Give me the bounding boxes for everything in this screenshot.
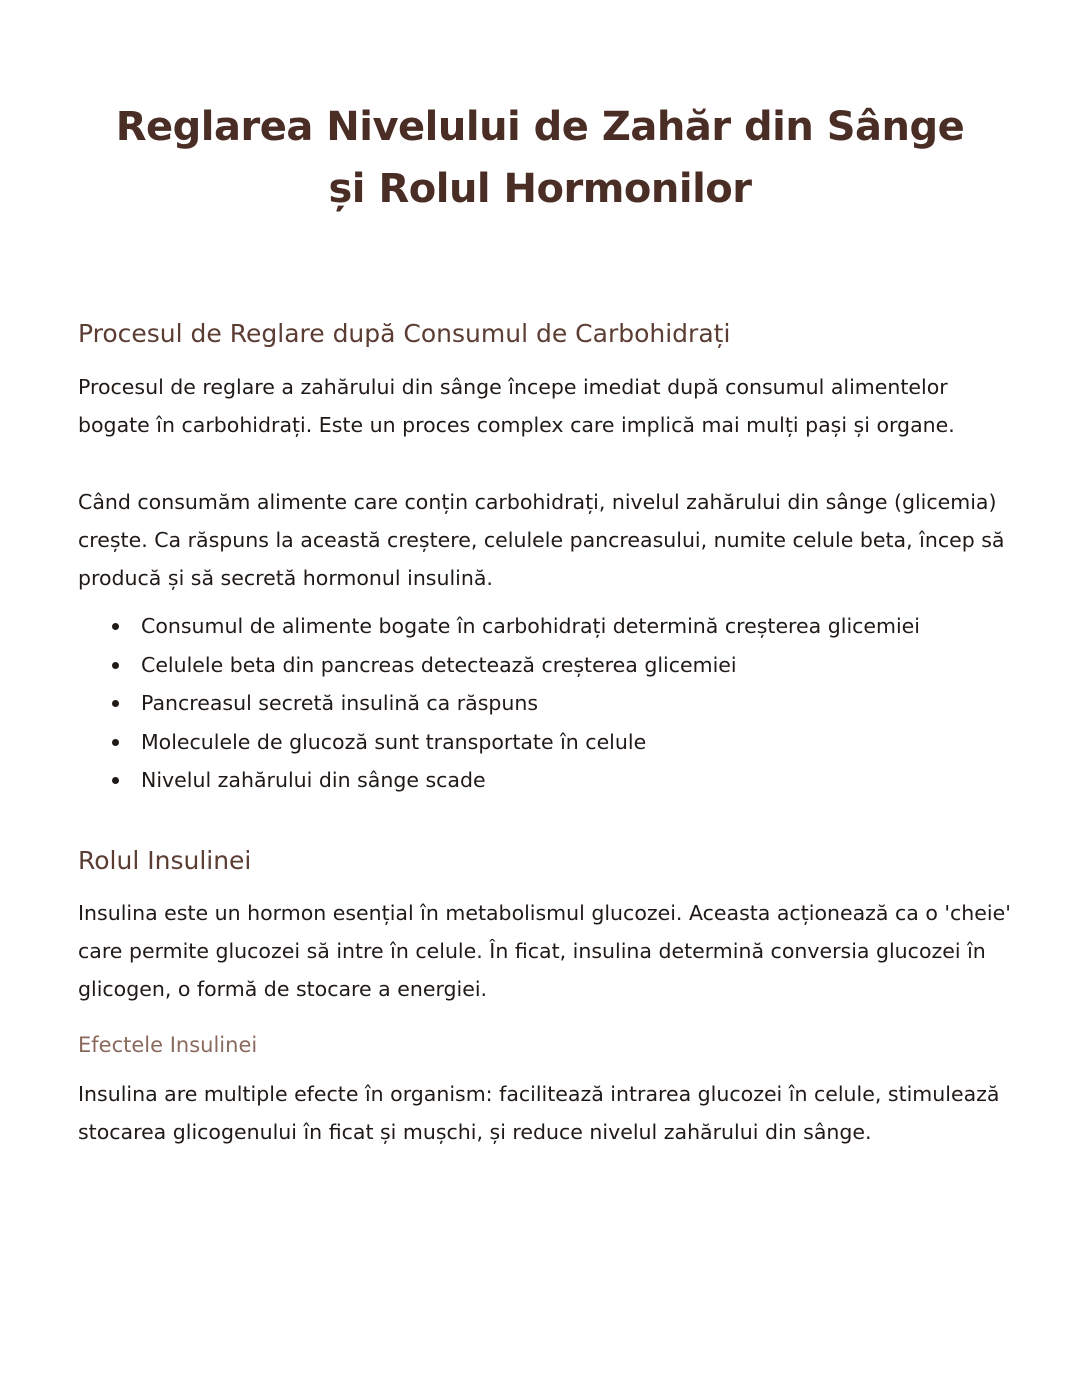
list-item: [108, 761, 1008, 800]
list-item: [108, 646, 1008, 685]
page-title: Reglarea Nivelului de Zahăr din Sânge și Rolul Hormonilor: [115, 104, 965, 212]
bullet-list-steps: [108, 607, 1008, 800]
list-item-text: Nivelul zahărului din sânge scade: [141, 768, 486, 792]
list-item-text: Consumul de alimente bogate în carbohidrați determină creșterea glicemiei: [141, 614, 920, 638]
section-heading-reglare: Procesul de Reglare după Consumul de Carbohidrați: [78, 319, 731, 348]
bullet-dot-icon: [112, 662, 119, 669]
list-item: [108, 607, 1008, 646]
paragraph-reglare-intro: Procesul de reglare a zahărului din sânge începe imediat după consumul alimentelor bogate în carbohidrați. Este un proces complex care implică mai mulți pași și organe.: [78, 375, 955, 437]
paragraph-efecte: Insulina are multiple efecte în organism: facilitează intrarea glucozei în celule, stimulează stocarea glicogenului în ficat și mușchi, și reduce nivelul zahărului din sânge.: [78, 1082, 1000, 1144]
subsection-heading-efecte: Efectele Insulinei: [78, 1033, 258, 1057]
list-item: [108, 684, 1008, 723]
bullet-dot-icon: [112, 739, 119, 746]
paragraph-reglare-detail: Când consumăm alimente care conțin carbohidrați, nivelul zahărului din sânge (glicemia) crește. Ca răspuns la această creștere, celulele pancreasului, numite celule beta, încep să producă și să secretă hormonul insulină.: [78, 490, 1005, 590]
bullet-dot-icon: [112, 623, 119, 630]
paragraph-insulina: Insulina este un hormon esențial în metabolismul glucozei. Aceasta acționează ca o 'cheie' care permite glucozei să intre în celule. În ficat, insulina determină conversia glucozei în glicogen, o formă de stocare a energiei.: [78, 901, 1011, 1001]
list-item-text: Moleculele de glucoză sunt transportate în celule: [141, 729, 647, 754]
bullet-dot-icon: [112, 777, 119, 784]
list-item-text: Pancreasul secretă insulină ca răspuns: [141, 691, 539, 715]
section-heading-insulina: Rolul Insulinei: [78, 846, 252, 875]
list-item: [108, 723, 1008, 762]
list-item-text: Celulele beta din pancreas detectează creșterea glicemiei: [141, 652, 737, 677]
bullet-dot-icon: [112, 700, 119, 707]
